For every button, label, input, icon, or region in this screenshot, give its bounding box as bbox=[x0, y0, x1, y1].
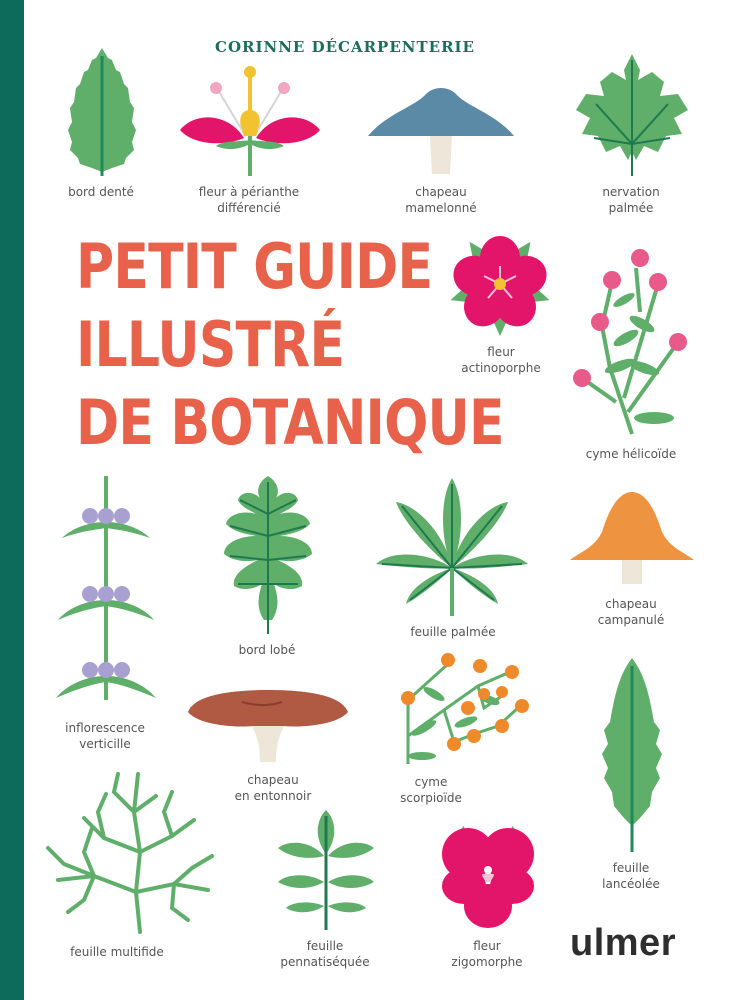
funnel-mushroom-icon bbox=[186, 686, 350, 766]
caption-bord-lobe: bord lobé bbox=[238, 643, 296, 657]
palmate-leaf-icon bbox=[376, 478, 528, 616]
caption-chapeau-campanule: chapeau campanulé bbox=[597, 597, 665, 627]
actinomorphic-flower-icon bbox=[446, 230, 554, 338]
author-name: CORINNE DÉCARPENTERIE bbox=[215, 38, 475, 56]
caption-fleur-actinoporphe: fleur actinoporphe bbox=[461, 345, 541, 375]
caption-cyme-helicoide: cyme hélicoïde bbox=[585, 447, 677, 461]
umbonate-mushroom-icon bbox=[366, 86, 516, 176]
caption-feuille-pennatisequee: feuille pennatiséquée bbox=[280, 939, 370, 969]
title-line-3: DE BOTANIQUE bbox=[76, 386, 504, 459]
lobed-leaf-icon bbox=[218, 474, 318, 634]
caption-inflorescence-verticille: inflorescence verticille bbox=[65, 721, 145, 751]
title-line-2: ILLUSTRÉ bbox=[76, 308, 345, 381]
caption-feuille-multifide: feuille multifide bbox=[70, 945, 164, 959]
caption-nervation-palmee: nervation palmée bbox=[602, 185, 660, 215]
campanulate-mushroom-icon bbox=[568, 490, 696, 586]
caption-cyme-scorpioide: cyme scorpioïde bbox=[400, 775, 462, 805]
publisher-logo: ulmer bbox=[570, 922, 676, 964]
zygomorphic-flower-icon bbox=[438, 822, 538, 930]
caption-fleur-perianthe: fleur à périanthe différencié bbox=[198, 185, 300, 215]
lanceolate-leaf-icon bbox=[596, 656, 668, 854]
multifid-leaf-icon bbox=[44, 772, 216, 932]
book-spine bbox=[0, 0, 24, 1000]
caption-bord-dente: bord denté bbox=[68, 185, 134, 199]
caption-feuille-palmee: feuille palmée bbox=[410, 625, 496, 639]
palmate-vein-leaf-icon bbox=[574, 52, 690, 176]
flower-differentiated-perianth-icon bbox=[178, 66, 322, 178]
serrated-leaf-icon bbox=[62, 46, 142, 178]
scorpioid-cyme-icon bbox=[398, 650, 532, 766]
verticillate-inflorescence-icon bbox=[56, 476, 156, 700]
title-line-1: PETIT GUIDE bbox=[76, 230, 433, 303]
helicoid-cyme-icon bbox=[570, 248, 694, 438]
pinnatisect-leaf-icon bbox=[276, 810, 376, 930]
caption-feuille-lanceolee: feuille lancéolée bbox=[602, 861, 660, 891]
caption-chapeau-mamelonne: chapeau mamelonné bbox=[405, 185, 477, 215]
caption-chapeau-entonnoir: chapeau en entonnoir bbox=[234, 773, 312, 803]
caption-fleur-zigomorphe: fleur zigomorphe bbox=[451, 939, 523, 969]
